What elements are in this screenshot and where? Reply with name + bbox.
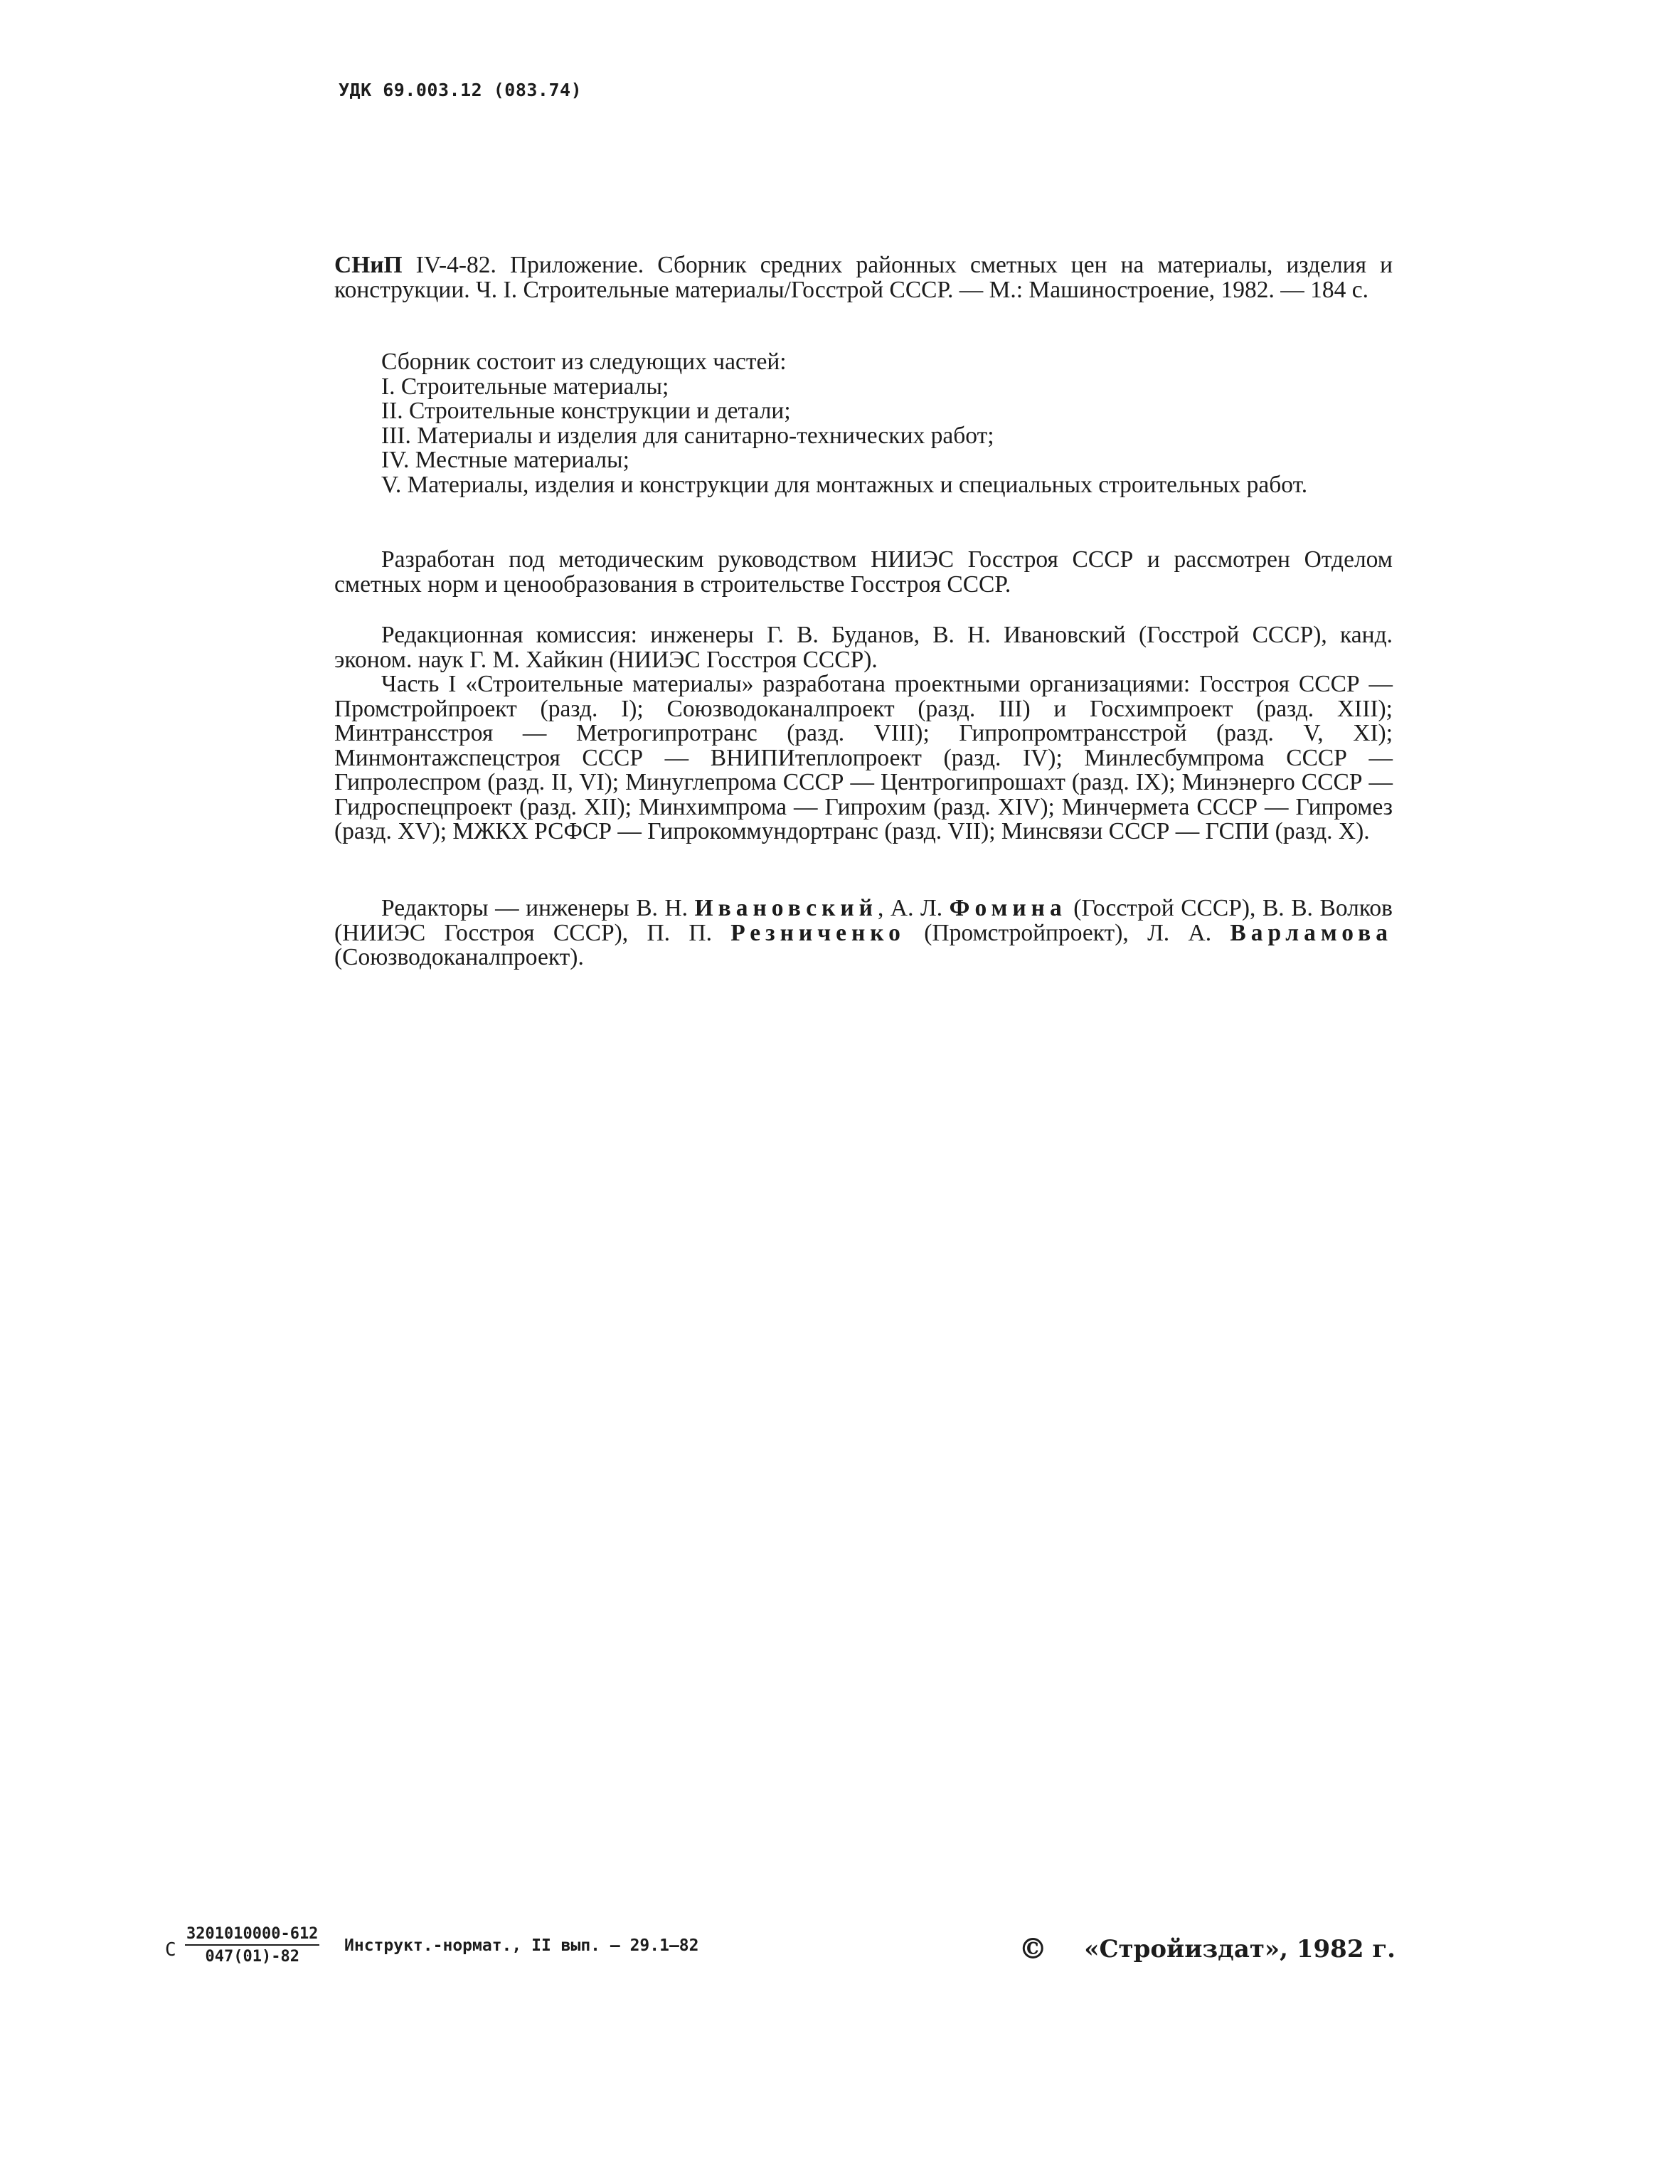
editors-part-3: (Промстройпроект), Л. А. <box>905 919 1230 946</box>
contents-section <box>334 350 1393 497</box>
editor-name-3: Резниченко <box>730 919 905 946</box>
editors-sep-1: , А. Л. <box>877 895 950 921</box>
contents-part-5: V. Материалы, изделия и конструкции для монтажных и специальных строительных работ. <box>381 471 1308 498</box>
editors-part-4: (Союзводоканалпроект). <box>334 944 584 970</box>
page-footer <box>165 1925 1395 1975</box>
instruction-line: Инструкт.-нормат., II вып. — 29.1—82 <box>344 1936 699 1955</box>
citation-lead: СНиП <box>334 252 403 278</box>
citation-paragraph <box>334 253 1393 302</box>
editor-name-1: Ивановский <box>694 895 878 921</box>
classification-prefix: С <box>165 1939 176 1961</box>
publisher-text: «Стройиздат», 1982 г. <box>1084 1935 1395 1963</box>
development-paragraph: Разработан под методическим руководством НИИЭС Госстроя СССР и рассмотрен Отделом сметных норм и ценообразования в строительстве Госстроя СССР. <box>334 546 1393 598</box>
editors-section <box>334 896 1393 970</box>
copyright-notice <box>1019 1932 1395 1966</box>
editor-name-4: Варламова <box>1230 919 1393 946</box>
classification-denominator: 047(01)-82 <box>205 1948 299 1966</box>
editors-lead: Редакторы — инженеры В. Н. <box>381 895 695 921</box>
classification-fraction <box>185 1925 319 1966</box>
commission-members: Редакционная комиссия: инженеры Г. В. Буданов, В. Н. Ивановский (Госстрой СССР), канд. эконом. наук Г. М. Хайкин (НИИЭС Госстроя СССР). <box>334 622 1393 673</box>
contents-intro: Сборник состоит из следующих частей: <box>381 349 787 375</box>
contents-part-4: IV. Местные материалы; <box>381 447 629 473</box>
udk-code: УДК 69.003.12 (083.74) <box>339 80 583 100</box>
editors-paragraph <box>334 896 1393 970</box>
editors-part-2: (Госстрой СССР), В. В. Волков (НИИЭС Госстроя СССР), П. П. <box>334 895 1393 946</box>
development-note <box>334 548 1393 597</box>
classification-numerator: 3201010000-612 <box>185 1925 319 1946</box>
contents-part-2: II. Строительные конструкции и детали; <box>381 398 791 424</box>
commission-section <box>334 623 1393 844</box>
citation-text: IV-4-82. Приложение. Сборник средних районных сметных цен на материалы, изделия и конструкции. Ч. I. Строительные материалы/Госстрой СССР. — М.: Машиностроение, 1982. — 184 с. <box>334 252 1393 303</box>
contents-part-3: III. Материалы и изделия для санитарно-технических работ; <box>381 422 994 449</box>
bibliographic-citation <box>334 253 1393 302</box>
editor-name-2: Фомина <box>949 895 1067 921</box>
commission-organizations: Часть I «Строительные материалы» разработана проектными организациями: Госстроя СССР — Промстройпроект (разд. I); Союзводоканалпроект (разд. III) и Госхимпроект (разд. XIII); Минтрансстроя — Метрогипротранс (разд. VIII); Гипропромтрансстрой (разд. V, XI); Минмонтажспецстроя СССР — ВНИПИтеплопроект (разд. IV); Минлесбумпрома СССР — Гипролеспром (разд. II, VI); Минуглепрома СССР — Центрогипрошахт (разд. IX); Минэнерго СССР — Гидроспецпроект (разд. XII); Минхимпрома — Гипрохим (разд. XIV); Минчермета СССР — Гипромез (разд. XV); МЖКХ РСФСР — Гипрокоммундортранс (разд. VII); Минсвязи СССР — ГСПИ (разд. X). <box>334 671 1393 844</box>
copyright-icon: © <box>1019 1932 1048 1966</box>
contents-part-1: I. Строительные материалы; <box>381 373 669 400</box>
